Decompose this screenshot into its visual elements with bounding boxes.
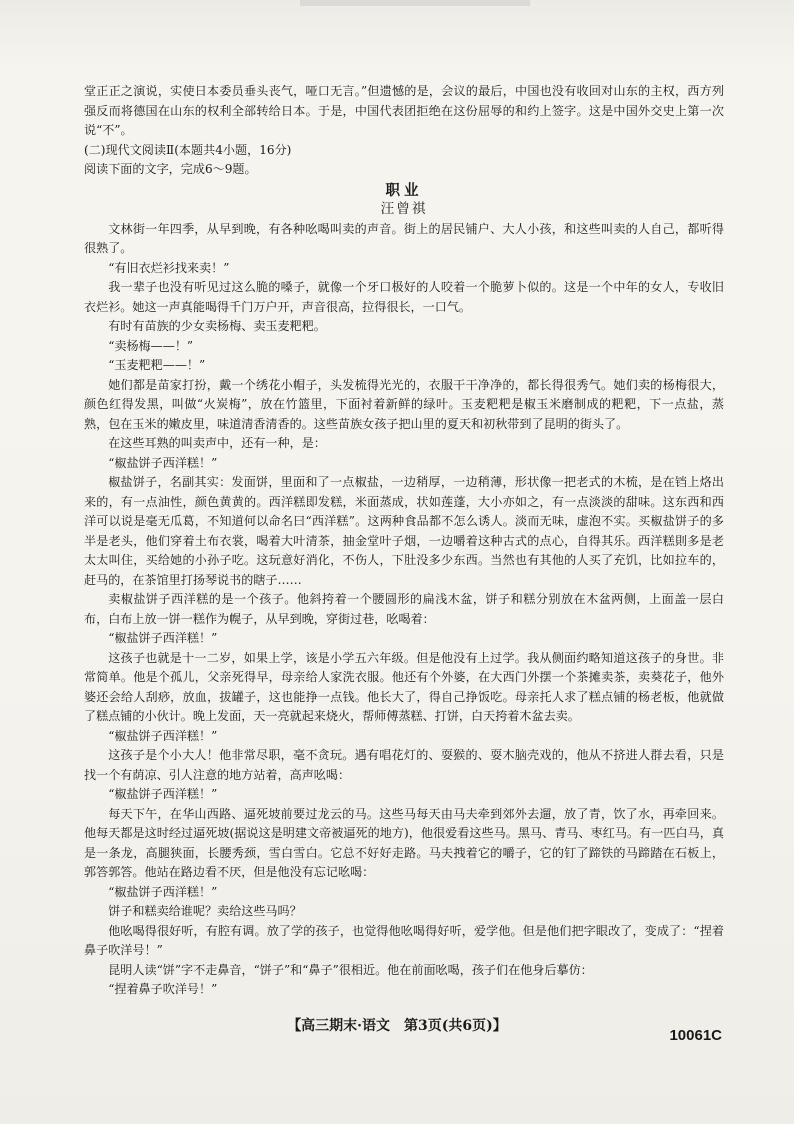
section-heading: (二)现代文阅读Ⅱ(本题共4小题，16分)	[84, 142, 292, 157]
exam-code: 10061C	[669, 1027, 722, 1044]
article-title: 职业	[385, 181, 423, 199]
article-paragraph: 她们都是苗家打扮，戴一个绣花小帽子，头发梳得光光的，衣服干干净净的，都长得很秀气。她们卖的杨梅很大，颜色红得发黑，叫做“火炭梅”，放在竹篮里，下面衬着新鲜的绿叶。玉麦粑粑是椒玉米磨制成的粑粑，下一点盐，蒸熟，包在玉米的嫩皮里，味道清香清香的。这些苗族女孩子把山里的夏天和初秋带到了昆明的街头了。	[84, 377, 724, 431]
article-paragraph: 卖椒盐饼子西洋糕的是一个孩子。他斜挎着一个腰圆形的扁浅木盆，饼子和糕分别放在木盆两侧，上面盖一层白布，白布上放一饼一糕作为幌子，从早到晚，穿街过巷，吆喝着：	[84, 592, 724, 626]
article-paragraph: 每天下午，在华山西路、逼死坡前要过龙云的马。这些马每天由马夫牵到郊外去遛，放了青，饮了水，再牵回来。他每天都是这时经过逼死坡(据说这是明建文帝被逼死的地方)，他很爱看这些马。黑马、青马、枣红马。有一匹白马，真是一条龙，高腿狭面，长腰秀颈，雪白雪白。它总不好好走路。马夫拽着它的嚼子，它的钉了蹄铁的马蹄踏在石板上，郭答郭答。他站在路边看不厌，但是他没有忘记吆喝：	[84, 806, 724, 879]
article-paragraph: “椒盐饼子西洋糕！”	[108, 787, 218, 801]
article-paragraph: “玉麦粑粑——！”	[108, 358, 206, 372]
article-paragraph: 我一辈子也没有听见过这么脆的嗓子，就像一个牙口极好的人咬着一个脆萝卜似的。这是一个中年的女人，专收旧衣烂衫。她这一声真能喝得千门万户开，声音很高，拉得很长，一口气。	[84, 280, 724, 314]
article-paragraph: 文林街一年四季，从早到晚，有各种吆喝叫卖的声音。街上的居民铺户、大人小孩，和这些叫卖的人自己，都听得很熟了。	[84, 221, 724, 255]
article-paragraph: “卖杨梅——！”	[108, 338, 194, 353]
instruction-line: 阅读下面的文字，完成6～9题。	[84, 162, 257, 176]
article-paragraph: “椒盐饼子西洋糕！”	[108, 884, 218, 899]
continued-paragraph: 堂正正之演说，实使日本委员垂头丧气，哑口无言。”但遗憾的是，会议的最后，中国也没有收回对山东的主权，西方列强反而将德国在山东的权利全部转给日本。于是，中国代表团拒绝在这份屈辱的和约上签字。这是中国外交史上第一次说“不”。	[84, 84, 724, 137]
article-author: 汪曾祺	[380, 201, 428, 217]
article-paragraph: 在这些耳熟的叫卖声中，还有一种，是：	[108, 436, 326, 450]
article-paragraph: “捏着鼻子吹洋号！”	[108, 982, 218, 996]
article-paragraph: 他吆喝得很好听，有腔有调。放了学的孩子，也觉得他吆喝得好听，爱学他。但是他们把字眼改了，变成了：“捏着鼻子吹洋号！”	[84, 923, 724, 957]
article-paragraph: 这孩子也就是十一二岁，如果上学，该是小学五六年级。但是他没有上过学。我从侧面约略知道这孩子的身世。非常简单。他是个孤儿，父亲死得早，母亲给人家洗衣服。他还有个外婆，在大西门外摆一个茶摊卖茶，卖葵花子，他外婆还会给人刮痧，放血，拔罐子，这也能挣一点钱。他长大了，得自己挣饭吃。母亲托人求了糕点铺的杨老板，他就做了糕点铺的小伙计。晚上发面，天一亮就起来烧火，帮师傅蒸糕、打饼，白天挎着木盆去卖。	[84, 650, 724, 723]
article-paragraph: 这孩子是个小大人！他非常尽职，毫不贪玩。遇有唱花灯的、耍猴的、耍木脑壳戏的，他从不挤进人群去看，只是找一个有荫凉、引人注意的地方站着，高声吆喝：	[84, 748, 724, 782]
article-paragraph: “椒盐饼子西洋糕！”	[108, 631, 218, 645]
article-paragraph: “椒盐饼子西洋糕！”	[108, 455, 218, 470]
page-content	[84, 82, 724, 1000]
page-footer: 【高三期末·语文 第3页(共6页)】	[287, 1018, 507, 1034]
article-paragraph: 昆明人读“饼”字不走鼻音，“饼子”和“鼻子”很相近。他在前面吆喝，孩子们在他身后摹仿：	[108, 962, 593, 977]
article-paragraph: “椒盐饼子西洋糕！”	[108, 728, 218, 743]
article-paragraph: “有旧衣烂衫找来卖！”	[108, 260, 230, 275]
article-paragraph: 饼子和糕卖给谁呢？卖给这些马吗？	[108, 904, 302, 918]
article-paragraph: 椒盐饼子，名副其实：发面饼，里面和了一点椒盐，一边稍厚，一边稍薄，形状像一把老式的木梳，是在铛上烙出来的，有一点油性，颜色黄黄的。西洋糕即发糕，米面蒸成，状如莲蓬，大小亦如之，有一点淡淡的甜味。这东西和西洋可以说是毫无瓜葛，不知道何以命名曰“西洋糕”。这两种食品都不怎么诱人。淡而无味，虚泡不实。买椒盐饼子的多半是老头，他们穿着土布衣裳，喝着大叶清茶，抽金堂叶子烟，一边嚼着这种古式的点心，自得其乐。西洋糕則多是老太太叫住，买给她的小孙子吃。这玩意好消化，不伤人，下肚没多少东西。当然也有其他的人买了充饥，比如拉车的，赶马的，在茶馆里打扬琴说书的瞎子……	[84, 475, 724, 587]
article-paragraph: 有时有苗族的少女卖杨梅、卖玉麦粑粑。	[108, 319, 326, 333]
top-scan-strip	[300, 0, 530, 6]
